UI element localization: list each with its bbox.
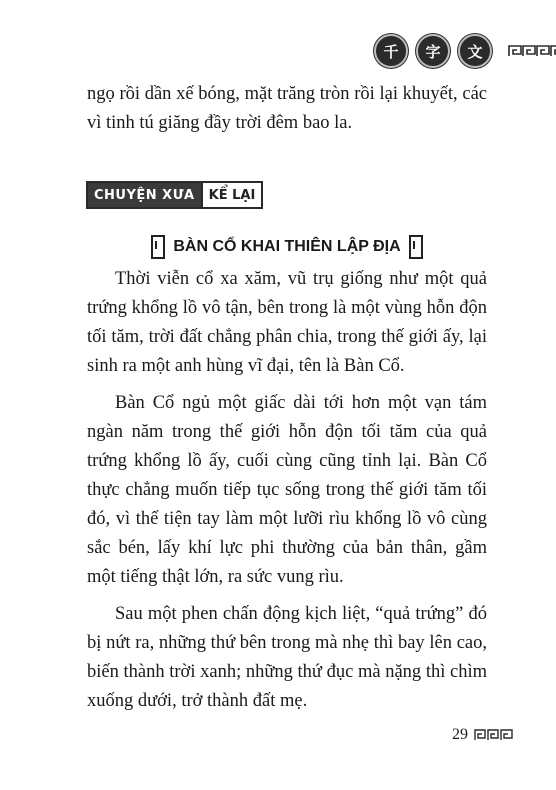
header-badge-1: 千 [374,34,408,68]
story-paragraph-2: Bàn Cổ ngủ một giấc dài tới hơn một vạn tám ngàn năm trong thế giới hỗn độn tối tăm của quả trứng khổng lồ ấy, cuối cùng cũng tỉnh lại. Bàn Cổ thực chẳng muốn tiếp tục sống trong thế giới tăm tối đó, vì thế tiện tay làm một lưỡi rìu khổng lồ vô cùng sắc bén, lấy khí lực phi thường của bản thân, gầm một tiếng thật lớn, ra sức vung rìu. [87,393,487,587]
story-paragraph-1: Thời viễn cổ xa xăm, vũ trụ giống như một quả trứng khổng lồ vô tận, bên trong là một vùng hỗn độn tối tăm, trời đất chẳng phân chia, trong thế giới ấy, lại sinh ra một anh hùng vĩ đại, tên là Bàn Cổ. [87,269,487,376]
title-bracket-left-icon [151,235,165,259]
page-header [374,34,556,68]
header-badge-2: 字 [416,34,450,68]
page-footer [452,726,514,744]
section-label-light: KỂ LẠI [201,183,262,207]
footer-ornament-icon [474,729,514,741]
story-title [87,235,487,259]
section-heading [86,181,263,209]
section-label-dark: CHUYỆN XƯA [88,183,201,207]
story-body [87,265,487,724]
title-bracket-right-icon [409,235,423,259]
intro-text [87,80,487,138]
header-badge-3: 文 [458,34,492,68]
story-paragraph-3: Sau một phen chấn động kịch liệt, “quả trứng” đó bị nứt ra, những thứ bên trong mà nhẹ thì bay lên cao, biến thành trời xanh; những thứ đục mà nặng thì chìm xuống dưới, trở thành đất mẹ. [87,604,487,711]
story-title-text: BÀN CỔ KHAI THIÊN LẬP ĐỊA [173,238,401,255]
page-number: 29 [452,726,468,743]
intro-paragraph: ngọ rồi dần xế bóng, mặt trăng tròn rồi lại khuyết, các vì tinh tú giăng đầy trời đêm bao la. [87,84,487,133]
greek-key-ornament-icon [508,45,556,57]
